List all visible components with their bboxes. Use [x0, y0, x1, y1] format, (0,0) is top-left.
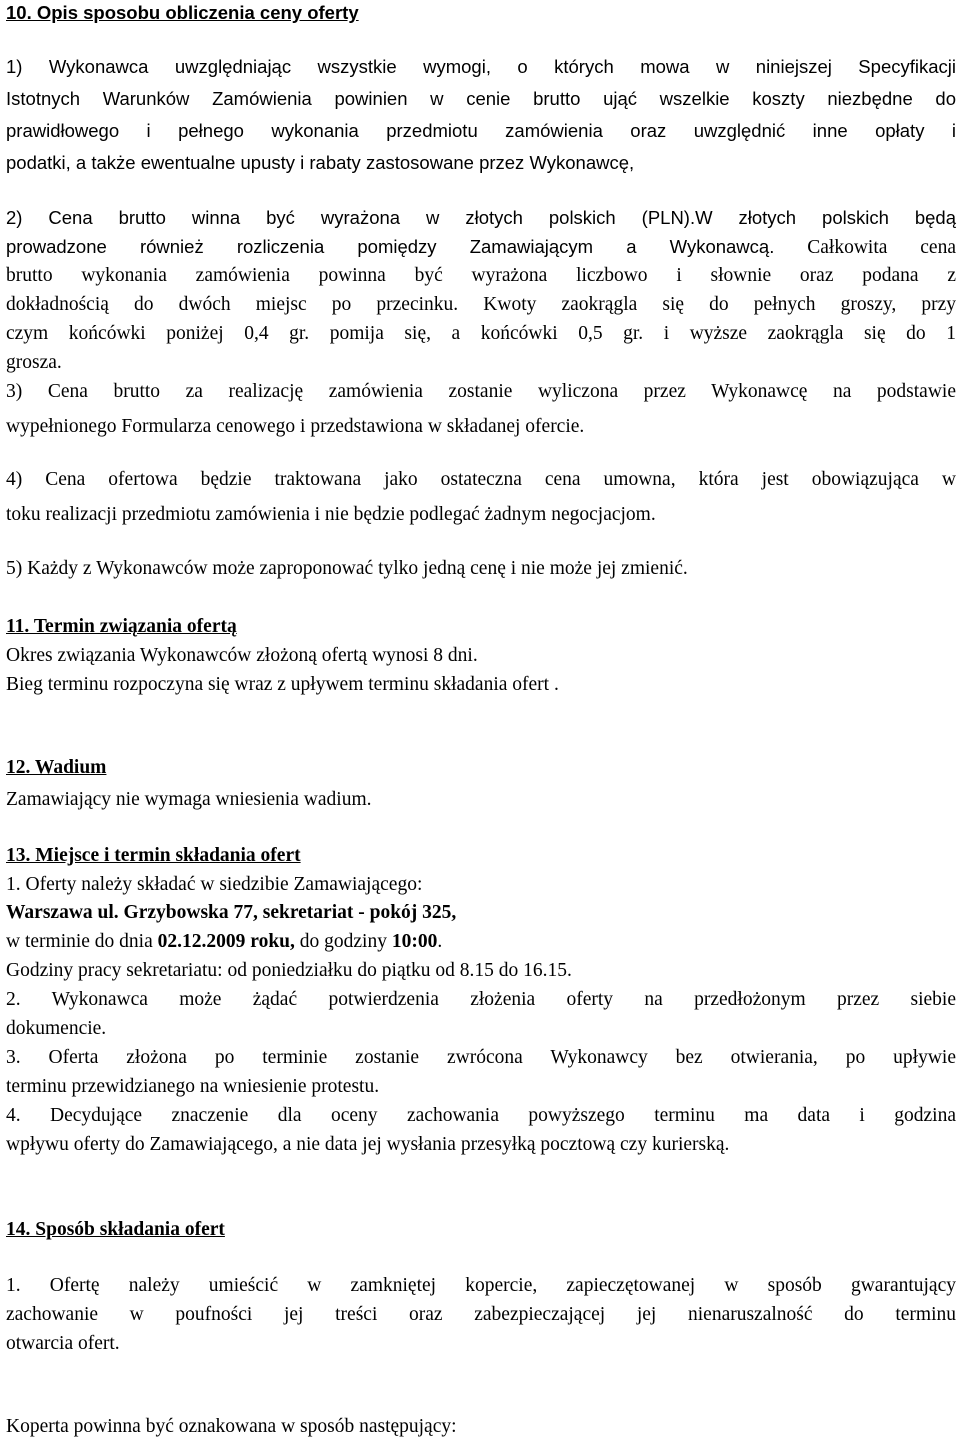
- s10-p1-line-3: prawidłowego i pełnego wykonania przedmiotu zamówienia oraz uwzględnić inne opłaty i: [6, 120, 956, 141]
- s10-p2-line-1: 2) Cena brutto winna być wyrażona w złotych polskich (PLN).W złotych polskich będą: [6, 207, 956, 228]
- section-10-heading: 10. Opis sposobu obliczenia ceny oferty: [6, 2, 359, 23]
- s13-term: [6, 929, 442, 955]
- s10-p4-line-2: toku realizacji przedmiotu zamówienia i nie będzie podlegać żadnym negocjacjom.: [6, 504, 656, 525]
- s10-p2-line-6: grosza.: [6, 352, 62, 373]
- s10-p2-line-3: brutto wykonania zamówienia powinna być wyrażona liczbowo i słownie oraz podana z: [6, 265, 956, 286]
- s10-p5: 5) Każdy z Wykonawców może zaproponować tylko jedną cenę i nie może jej zmienić.: [6, 558, 688, 579]
- s13-term-time: 10:00: [391, 931, 438, 952]
- s13-address-street: Warszawa ul. Grzybowska 77: [6, 902, 254, 923]
- s10-p2-line-2-b: Całkowita cena: [774, 237, 956, 258]
- s13-hours: Godziny pracy sekretariatu: od poniedziałku do piątku od 8.15 do 16.15.: [6, 960, 572, 981]
- s10-p2-line-4: [6, 292, 956, 318]
- s12-line: Zamawiający nie wymaga wniesienia wadium.: [6, 789, 372, 810]
- s14-l2: Koperta powinna być oznakowana w sposób następujący:: [6, 1416, 457, 1437]
- s10-p1-line-4: podatki, a także ewentualne upusty i rabaty zastosowane przez Wykonawcę,: [6, 152, 635, 173]
- s13-term-prefix: w terminie do dnia: [6, 931, 158, 952]
- s13-l4-line-2: wpływu oferty do Zamawiającego, a nie data jej wysłania przesyłką pocztową czy kurierską.: [6, 1134, 730, 1155]
- s13-term-end: .: [437, 931, 443, 952]
- s11-line-1: Okres związania Wykonawców złożoną ofertą wynosi 8 dni.: [6, 645, 478, 666]
- s11-line-2: Bieg terminu rozpoczyna się wraz z upływem terminu składania ofert .: [6, 674, 559, 695]
- s10-p2-line-4-b: Kwoty zaokrągla się do pełnych groszy, przy: [458, 294, 957, 315]
- s13-l3-line-1: 3. Oferta złożona po terminie zostanie zwrócona Wykonawcy bez otwierania, po upływie: [6, 1047, 956, 1068]
- s10-p3-line-1: 3) Cena brutto za realizację zamówienia zostanie wyliczona przez Wykonawcę na podstawie: [6, 381, 956, 402]
- s10-p2-line-2-a: prowadzone również rozliczenia pomiędzy Zamawiającym a Wykonawcą.: [6, 236, 775, 257]
- s10-p1-line-1: 1) Wykonawca uwzględniając wszystkie wymogi, o których mowa w niniejszej Specyfikacji: [6, 56, 956, 77]
- s10-p4-line-1: 4) Cena ofertowa będzie traktowana jako ostateczna cena umowna, która jest obowiązująca w: [6, 469, 956, 490]
- s10-p3-line-2: wypełnionego Formularza cenowego i przedstawiona w składanej ofercie.: [6, 416, 585, 437]
- s13-l2-line-2: dokumencie.: [6, 1018, 107, 1039]
- s10-p1-line-2: Istotnych Warunków Zamówienia powinien w cenie brutto ująć wszelkie koszty niezbędne do: [6, 88, 956, 109]
- s13-term-mid: do godziny: [294, 931, 392, 952]
- s10-p2-line-4-a: dokładnością do dwóch miejsc po przecinku.: [6, 294, 459, 315]
- section-13-heading: 13. Miejsce i termin składania ofert: [6, 845, 301, 866]
- s10-p2-line-2: [6, 234, 956, 261]
- s14-l1-line-1: 1. Ofertę należy umieścić w zamkniętej kopercie, zapieczętowanej w sposób gwarantujący: [6, 1275, 956, 1296]
- s13-line-1: 1. Oferty należy składać w siedzibie Zamawiającego:: [6, 874, 423, 895]
- s13-address-room: , sekretariat - pokój 325,: [253, 902, 457, 923]
- s14-l1-line-2: zachowanie w poufności jej treści oraz zabezpieczającej jej nienaruszalność do terminu: [6, 1304, 956, 1325]
- section-11-heading: 11. Termin związania ofertą: [6, 616, 237, 637]
- section-14-heading: 14. Sposób składania ofert: [6, 1219, 225, 1240]
- section-12-heading: 12. Wadium: [6, 757, 107, 778]
- s13-l2-line-1: 2. Wykonawca może żądać potwierdzenia złożenia oferty na przedłożonym przez siebie: [6, 989, 956, 1010]
- s14-l1-line-3: otwarcia ofert.: [6, 1333, 120, 1354]
- s13-term-date: 02.12.2009 roku,: [157, 931, 295, 952]
- s13-l4-line-1: 4. Decydujące znaczenie dla oceny zachowania powyższego terminu ma data i godzina: [6, 1105, 956, 1126]
- s13-l3-line-2: terminu przewidzianego na wniesienie protestu.: [6, 1076, 380, 1097]
- s10-p2-line-5: czym końcówki poniżej 0,4 gr. pomija się, a końcówki 0,5 gr. i wyższe zaokrągla się do 1: [6, 323, 956, 344]
- s13-address: [6, 900, 456, 926]
